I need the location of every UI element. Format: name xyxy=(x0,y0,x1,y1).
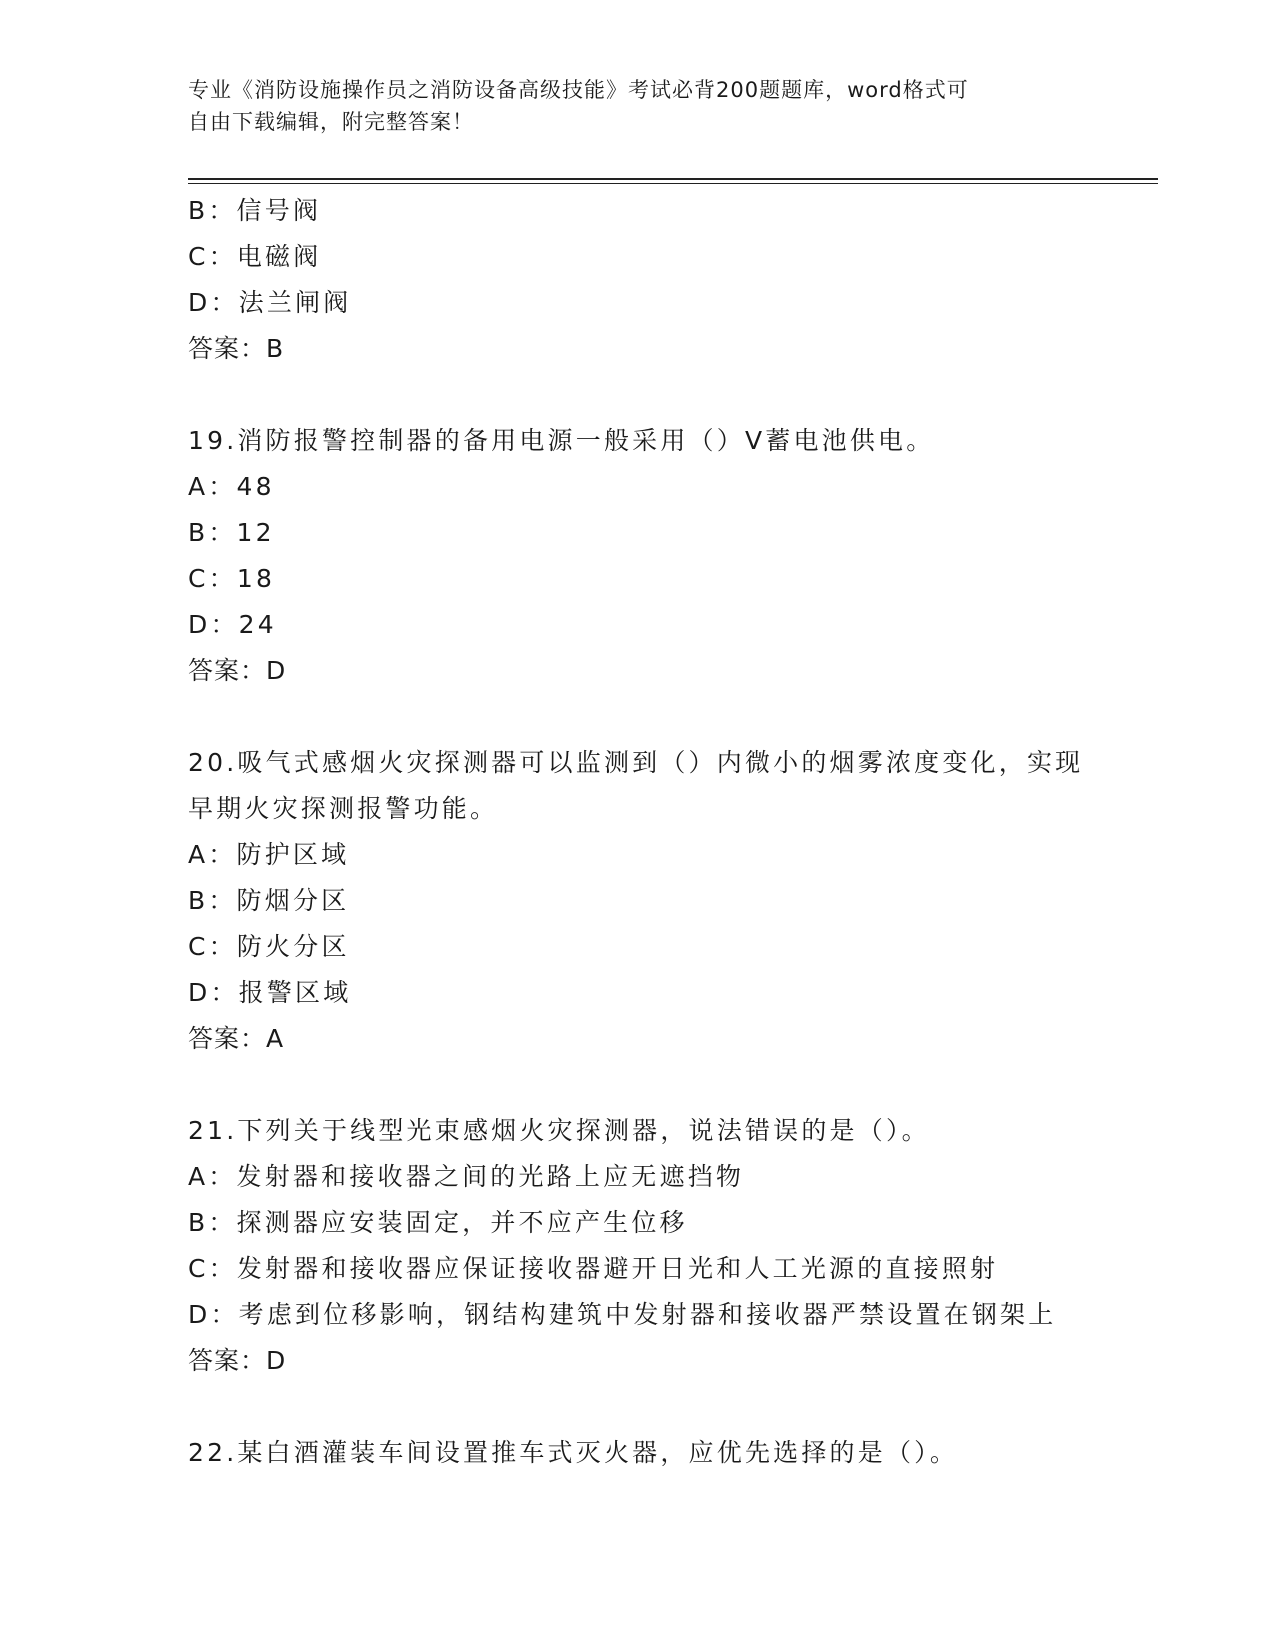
question-list xyxy=(188,188,1088,1476)
option-b: B：防烟分区 xyxy=(188,886,350,915)
option-c: C：发射器和接收器应保证接收器避开日光和人工光源的直接照射 xyxy=(188,1254,999,1283)
option-c: C：电磁阀 xyxy=(188,242,322,271)
option-d: D：24 xyxy=(188,610,277,639)
question-18-tail xyxy=(188,188,1088,372)
spacer xyxy=(188,372,1088,418)
answer: 答案：D xyxy=(188,656,287,685)
question-20 xyxy=(188,740,1088,1062)
option-d: D：考虑到位移影响，钢结构建筑中发射器和接收器严禁设置在钢架上 xyxy=(188,1300,1057,1329)
answer: 答案：D xyxy=(188,1346,287,1375)
question-stem: 22.某白酒灌装车间设置推车式灭火器，应优先选择的是（）。 xyxy=(188,1438,959,1467)
question-19 xyxy=(188,418,1088,694)
answer: 答案：A xyxy=(188,1024,285,1053)
spacer xyxy=(188,694,1088,740)
option-d: D：法兰闸阀 xyxy=(188,288,352,317)
document-header xyxy=(188,74,1068,138)
question-22 xyxy=(188,1430,1088,1476)
header-divider-thick xyxy=(188,178,1158,180)
spacer xyxy=(188,1384,1088,1430)
question-stem: 20.吸气式感烟火灾探测器可以监测到（）内微小的烟雾浓度变化，实现早期火灾探测报警功能。 xyxy=(188,748,1084,823)
option-c: C：18 xyxy=(188,564,276,593)
option-d: D：报警区域 xyxy=(188,978,352,1007)
option-a: A：发射器和接收器之间的光路上应无遮挡物 xyxy=(188,1162,745,1191)
option-a: A：48 xyxy=(188,472,275,501)
header-line-2: 自由下载编辑，附完整答案！ xyxy=(188,110,474,134)
option-b: B：探测器应安装固定，并不应产生位移 xyxy=(188,1208,688,1237)
question-stem: 21.下列关于线型光束感烟火灾探测器，说法错误的是（）。 xyxy=(188,1116,930,1145)
answer: 答案：B xyxy=(188,334,285,363)
option-b: B：12 xyxy=(188,518,275,547)
question-21 xyxy=(188,1108,1088,1384)
option-b: B：信号阀 xyxy=(188,196,322,225)
option-a: A：防护区域 xyxy=(188,840,350,869)
header-divider-thin xyxy=(188,183,1158,184)
option-c: C：防火分区 xyxy=(188,932,350,961)
header-line-1: 专业《消防设施操作员之消防设备高级技能》考试必背200题题库，word格式可 xyxy=(188,78,969,102)
question-stem: 19.消防报警控制器的备用电源一般采用（）V蓄电池供电。 xyxy=(188,426,935,455)
spacer xyxy=(188,1062,1088,1108)
